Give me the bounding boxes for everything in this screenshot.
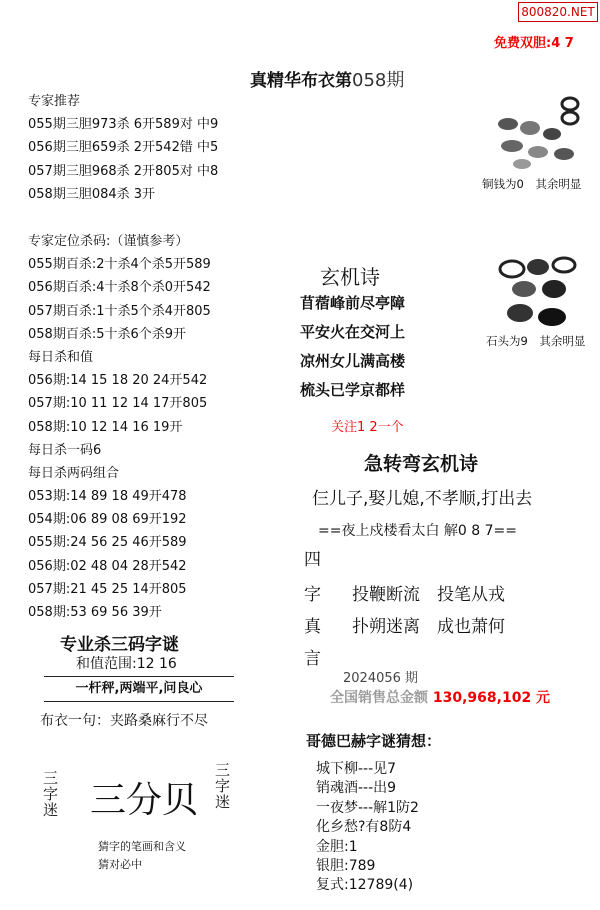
daily-pair-row: 057期:21 45 25 14开805 [28,581,187,597]
poem-line: 凉州女儿满高楼 [300,352,406,370]
daily-pair-row: 053期:14 89 18 49开478 [28,489,187,505]
sales-line [330,687,550,707]
free-pick: 免费双胆:4 7 [494,36,574,51]
four-word-char: 字 [304,585,321,605]
turn-line: 仨儿子,娶儿媳,不孝顺,打出去 [312,489,533,509]
expert-row: 056期三胆659杀 2开542错 中5 [28,140,219,156]
coin-caption: 铜钱为0 其余明显 [482,177,582,191]
follow-note: 关注1 2一个 [331,420,404,435]
coin-picture [494,94,586,172]
goldbach-row: 城下柳---见7 [316,761,397,777]
expert-row: 055期三胆973杀 6开589对 中9 [28,117,219,133]
kill3-title: 专业杀三码字谜 [60,635,179,655]
daily-pair-row: 056期:02 48 04 28开542 [28,558,187,574]
four-word-char: 四 [304,550,321,570]
daily-sum-row: 056期:14 15 18 20 24开542 [28,373,208,389]
goldbach-row: 银胆:789 [316,857,376,874]
goldbach-row: 销魂酒---出9 [316,780,397,797]
stone-caption: 石头为9 其余明显 [486,334,586,348]
riddle-hint-2: 猜对必中 [98,858,142,871]
daily-pair-heading: 每日杀两码组合 [28,465,120,481]
position-row: 055期百杀:2十杀4个杀5开589 [28,257,211,273]
position-row: 058期百杀:5十杀6个杀9开 [28,326,187,342]
verse-line: 扑朔迷离 成也萧何 [352,617,505,637]
goldbach-row: 一夜梦---解1防2 [316,799,419,816]
riddle-right-label: 三字迷 [213,762,231,810]
verse-line: 投鞭断流 投笔从戎 [352,585,505,605]
issue-number: 058期 [352,70,405,91]
goldbach-row: 金胆:1 [316,838,358,855]
poem-lines [300,289,405,405]
expert-row: 058期三胆084杀 3开 [28,186,156,202]
expert-section [28,90,218,206]
scale-line: 一杆秤,两端平,问良心 [44,676,234,702]
daily-sum-heading: 每日杀和值 [28,349,94,365]
buyi-line: 布衣一句：夹路桑麻行不尽 [40,713,208,729]
goldbach-title: 哥德巴赫字谜猜想： [306,732,442,750]
riddle-big-text: 三分贝 [90,780,199,821]
daily-sum-row: 058期:10 12 14 16 19开 [28,419,183,435]
position-row: 057期百杀:1十杀5个杀4开805 [28,303,211,319]
goldbach-row: 化乡愁?有8防4 [316,819,412,836]
site-badge[interactable]: 800820.NET [518,2,598,22]
turn-title: 急转弯玄机诗 [364,453,479,475]
position-row: 056期百杀:4十杀8个杀0开542 [28,280,211,296]
riddle-hint-1: 猜字的笔画和含义 [98,840,186,853]
poem-line: 梳头已学京都样 [300,381,406,399]
night-line: ==夜上戍楼看太白 解0 8 7== [318,523,517,539]
expert-row: 057期三胆968杀 2开805对 中8 [28,163,219,179]
four-word-char: 真 [304,617,321,637]
sales-label: 全国销售总金额 [330,690,428,706]
position-kill-section [28,230,211,624]
sum-range: 和值范围:12 16 [76,656,177,672]
sales-value: 130,968,102 元 [432,690,551,706]
page-title: 真精华布衣第 [250,71,352,91]
poem-title: 玄机诗 [320,265,380,289]
daily-sum-row: 057期:10 11 12 14 17开805 [28,396,208,412]
poem-line: 苜蓿峰前尽亭障 [300,294,406,312]
poem-line: 平安火在交河上 [300,323,406,341]
stone-picture [496,255,588,331]
daily-pair-row: 058期:53 69 56 39开 [28,605,162,620]
goldbach-list [316,760,419,896]
goldbach-row: 复式:12789(4) [316,877,414,894]
daily-pair-row: 054期:06 89 08 69开192 [28,512,187,528]
lottery-issue: 2024056 期 [343,671,419,686]
riddle-left-label: 三字迷 [41,770,59,818]
expert-heading: 专家推荐 [28,94,81,109]
position-heading: 专家定位杀码:（谨慎参考） [28,234,189,249]
daily-pair-row: 055期:24 56 25 46开589 [28,535,187,551]
four-word-char: 言 [304,649,321,669]
daily-one: 每日杀一码6 [28,442,102,458]
